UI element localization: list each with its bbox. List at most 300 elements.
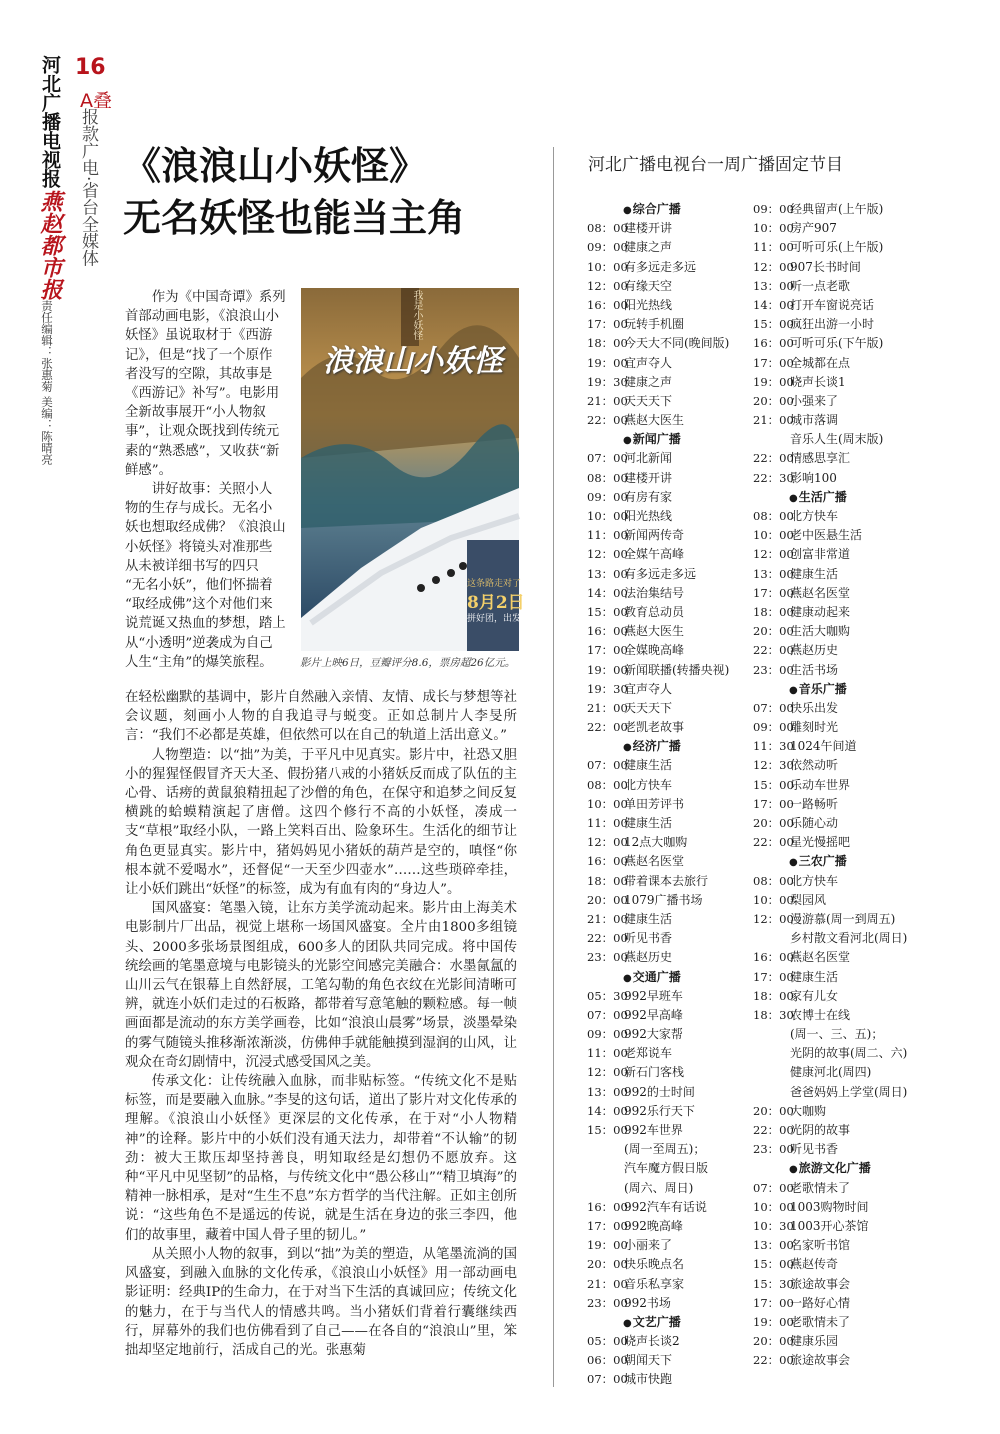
schedule-program: 创富非常道: [790, 547, 851, 562]
schedule-item: [753, 507, 913, 526]
schedule-time: 19：00: [753, 374, 794, 389]
schedule-program: 北方快车: [790, 873, 839, 888]
schedule-item: [753, 584, 913, 603]
schedule-item: [587, 1102, 747, 1121]
schedule-time: 20：00: [587, 892, 628, 907]
schedule-time: 20：00: [753, 1334, 794, 1349]
schedule-program: 燕赵大医生: [624, 624, 685, 639]
schedule-time: 21：00: [587, 911, 628, 926]
schedule-item: [587, 392, 747, 411]
schedule-time: 12：00: [587, 835, 628, 850]
poster-date: 8月2日: [467, 593, 525, 613]
schedule-program: 可听可乐(上午版): [790, 240, 884, 255]
schedule-time: 11：00: [587, 1046, 628, 1061]
schedule-time: 07：00: [753, 1180, 794, 1195]
schedule-program: 生活大咖购: [790, 624, 851, 639]
schedule-item: [587, 296, 747, 315]
schedule-program: 爸爸妈妈上学堂(周日): [790, 1084, 908, 1099]
article-paragraph: 在轻松幽默的基调中，影片自然融入亲情、友情、成长与梦想等社会议题，刻画小人物的自我追寻与蜕变。正如总制片人李旻所言：“我们不必都是英雄，但依然可以在自己的轨道上活出意义。”: [125, 690, 517, 744]
schedule-program: 燕赵历史: [790, 643, 839, 658]
column-divider: [553, 147, 554, 1387]
schedule-item: [753, 929, 913, 948]
schedule-time: 17：00: [753, 585, 794, 600]
schedule-item: [587, 354, 747, 373]
schedule-item: [753, 430, 913, 449]
schedule-program: 名家听书馆: [790, 1238, 851, 1253]
schedule-time: 17：00: [587, 1218, 628, 1233]
schedule-program: 健康生活: [624, 758, 673, 773]
schedule-time: 20：00: [587, 1257, 628, 1272]
schedule-time: 19：30: [587, 374, 628, 389]
schedule-program: 朝闻天下: [624, 1353, 673, 1368]
schedule-time: 23：00: [753, 1142, 794, 1157]
schedule-item: [587, 1332, 747, 1351]
schedule-item: [753, 354, 913, 373]
schedule-program: (周六、周日): [624, 1180, 694, 1195]
article-line: 者没写的空隙，其故事是: [125, 366, 273, 382]
schedule-program: 老中医悬生活: [790, 528, 863, 543]
schedule-program: 新闻联播(转播央视): [624, 662, 730, 677]
article-line: 鲜感”。: [125, 462, 173, 478]
schedule-time: 15：00: [587, 604, 628, 619]
schedule-program: 992早班车: [624, 988, 683, 1003]
schedule-time: 22：00: [753, 1123, 794, 1137]
poster-side-tag: 我是小妖怪: [411, 290, 422, 340]
schedule-program: 梨园风: [790, 892, 827, 907]
article-line: “无名小妖”，他们怀揣着: [125, 578, 273, 594]
schedule-item: [753, 1275, 913, 1294]
schedule-item: [753, 1313, 913, 1332]
schedule-time: 09：00: [587, 240, 628, 255]
schedule-time: 15：00: [753, 317, 794, 332]
schedule-time: 10：00: [587, 796, 628, 811]
schedule-item: [587, 1121, 747, 1140]
schedule-program: 健康之声: [624, 374, 673, 389]
schedule-time: 17：00: [753, 796, 794, 811]
schedule-item: [753, 1255, 913, 1274]
schedule-program: 阳光热线: [624, 297, 673, 312]
schedule-item: [587, 814, 747, 833]
schedule-program: 快乐出发: [790, 700, 839, 715]
schedule-item: [587, 334, 747, 353]
schedule-time: 12：00: [587, 1065, 628, 1080]
schedule-program: 老歌情未了: [790, 1180, 851, 1195]
schedule-time: 22：00: [753, 835, 794, 850]
article-line: 作为《中国奇谭》系列: [151, 290, 286, 305]
schedule-program: 老郑说车: [624, 1046, 673, 1061]
schedule-item: [753, 1063, 913, 1082]
schedule-program: 今天大不同(晚间版): [624, 336, 730, 351]
schedule-item: [753, 200, 913, 219]
schedule-category: ● 生活广播: [753, 488, 913, 507]
schedule-program: 燕赵大医生: [624, 413, 685, 428]
schedule-column-2: [753, 200, 913, 1370]
schedule-time: 10：00: [753, 892, 794, 907]
schedule-item: [587, 411, 747, 430]
schedule-time: 11：30: [753, 739, 794, 754]
schedule-item: [587, 1025, 747, 1044]
schedule-item: [587, 622, 747, 641]
schedule-time: 08：00: [587, 221, 628, 236]
schedule-time: 08：00: [587, 470, 628, 485]
schedule-program: 有多远走多远: [624, 259, 697, 274]
schedule-time: 19：30: [587, 681, 628, 696]
schedule-time: 20：00: [753, 1103, 794, 1118]
schedule-time: 16：00: [587, 1199, 628, 1214]
schedule-time: 13：00: [753, 566, 794, 581]
article-line: “取经成佛”这个对他们来: [125, 597, 273, 613]
schedule-program: 经典留声(上午版): [790, 202, 884, 216]
article-line: 从未被详细书写的四只: [125, 558, 259, 574]
schedule-item: [753, 334, 913, 353]
schedule-time: 17：00: [753, 969, 794, 984]
schedule-program: 北方快车: [790, 509, 839, 523]
schedule-time: 20：00: [753, 624, 794, 639]
schedule-item: [587, 1255, 747, 1274]
schedule-category: ● 旅游文化广播: [753, 1159, 913, 1178]
schedule-item: [753, 833, 913, 852]
poster-slogan: 拼好团，出发！: [467, 614, 531, 624]
schedule-time: 10：00: [753, 1199, 794, 1214]
schedule-program: 992书场: [624, 1295, 671, 1310]
schedule-time: 10：30: [753, 1218, 794, 1233]
schedule-program: 新闻两传奇: [624, 528, 685, 543]
schedule-program: 可听可乐(下午版): [790, 336, 884, 351]
schedule-program: 天天天下: [624, 700, 673, 715]
schedule-column-1: [587, 200, 747, 1390]
schedule-time: 19：00: [587, 662, 628, 677]
schedule-item: [587, 929, 747, 948]
schedule-item: [587, 833, 747, 852]
schedule-program: 12点大咖购: [624, 835, 688, 850]
schedule-item: [587, 872, 747, 891]
schedule-time: 22：30: [753, 470, 794, 485]
schedule-time: 23：00: [753, 662, 794, 677]
schedule-program: 燕赵名医堂: [790, 950, 851, 965]
schedule-item: [587, 661, 747, 680]
schedule-program: 全城都在点: [790, 355, 851, 370]
masthead: [38, 55, 68, 300]
schedule-program: 城市落调: [790, 413, 839, 428]
schedule-item: [753, 987, 913, 1006]
article-line: 讲好故事：关照小人: [151, 482, 273, 497]
schedule-time: 13：00: [753, 278, 794, 293]
schedule-program: 情感思享汇: [790, 451, 851, 466]
schedule-program: 汽车魔方假日版: [624, 1161, 709, 1176]
schedule-category: ● 三农广播: [753, 852, 913, 871]
schedule-item: [587, 1179, 747, 1198]
article-line: 事”，让观众既找到传统元: [125, 424, 280, 440]
schedule-program: 河北新闻: [624, 451, 673, 466]
schedule-item: [753, 449, 913, 468]
schedule-time: 08：00: [587, 777, 628, 792]
schedule-item: [587, 718, 747, 737]
headline-line-2: 无名妖怪也能当主角: [123, 195, 466, 240]
schedule-item: [753, 1121, 913, 1140]
schedule-item: [753, 258, 913, 277]
schedule-program: 生活书场: [790, 662, 839, 677]
schedule-program: 燕赵传奇: [790, 1257, 839, 1272]
schedule-program: 大咖购: [790, 1103, 827, 1118]
schedule-program: 1003开心茶馆: [790, 1218, 869, 1233]
schedule-item: [753, 411, 913, 430]
schedule-item: [753, 814, 913, 833]
schedule-time: 18：00: [587, 873, 628, 888]
schedule-item: [753, 1025, 913, 1044]
schedule-item: [587, 852, 747, 871]
schedule-program: 音乐人生(周末版): [790, 432, 884, 447]
schedule-program: 宜声夺人: [624, 681, 673, 696]
headline-line-1: 《浪浪山小妖怪》: [123, 143, 428, 188]
schedule-time: 22：00: [587, 931, 628, 946]
schedule-item: [753, 910, 913, 929]
schedule-program: 健康河北(周四): [790, 1065, 872, 1080]
schedule-item: [753, 699, 913, 718]
page-slogan: 报款广电·省台全媒体: [78, 108, 98, 267]
schedule-program: 带着课本去旅行: [624, 873, 709, 888]
schedule-item: [587, 488, 747, 507]
schedule-item: [753, 1179, 913, 1198]
schedule-item: [587, 1140, 747, 1159]
schedule-category: ● 文艺广播: [587, 1313, 747, 1332]
schedule-program: 听见书香: [790, 1142, 839, 1157]
schedule-time: 20：00: [753, 393, 794, 408]
schedule-program: 健康生活: [624, 816, 673, 830]
schedule-item: [587, 449, 747, 468]
schedule-item: [753, 1351, 913, 1370]
schedule-item: [753, 776, 913, 795]
schedule-program: 漫游慕(周一到周五): [790, 911, 896, 926]
schedule-item: [753, 238, 913, 257]
schedule-time: 11：00: [753, 240, 794, 255]
schedule-item: [753, 603, 913, 622]
schedule-time: 07：00: [587, 1372, 628, 1387]
schedule-program: 星光慢摇吧: [790, 835, 851, 850]
schedule-item: [587, 1083, 747, 1102]
schedule-item: [753, 1332, 913, 1351]
article-paragraph-1: [125, 288, 290, 480]
schedule-item: [587, 238, 747, 257]
schedule-time: 09：00: [753, 202, 794, 216]
schedule-program: 玩转手机圈: [624, 317, 685, 332]
schedule-item: [753, 891, 913, 910]
schedule-program: 小丽来了: [624, 1238, 673, 1253]
schedule-item: [753, 1217, 913, 1236]
schedule-program: 雕刻时光: [790, 720, 839, 735]
schedule-item: [587, 1159, 747, 1178]
schedule-time: 07：00: [753, 700, 794, 715]
schedule-program: 1079广播书场: [624, 892, 703, 907]
schedule-program: 光阴的故事(周二、六): [790, 1046, 908, 1061]
schedule-item: [753, 1140, 913, 1159]
schedule-time: 14：00: [587, 585, 628, 600]
schedule-program: 燕赵名医堂: [790, 585, 851, 600]
article-line: 物的生存与成长。无名小: [125, 501, 273, 517]
schedule-program: 建楼开讲: [624, 221, 673, 236]
schedule-time: 13：00: [587, 566, 628, 581]
schedule-time: 11：00: [587, 816, 628, 830]
schedule-program: 健康之声: [624, 240, 673, 255]
schedule-item: [753, 756, 913, 775]
schedule-program: 小强来了: [790, 393, 839, 408]
schedule-item: [587, 776, 747, 795]
schedule-time: 17：00: [587, 317, 628, 332]
schedule-time: 18：00: [753, 604, 794, 619]
schedule-time: 16：00: [587, 297, 628, 312]
schedule-time: 19：00: [587, 355, 628, 370]
schedule-program: 音乐私享家: [624, 1276, 685, 1291]
schedule-time: 10：00: [753, 221, 794, 236]
page-number: 16: [75, 55, 106, 80]
schedule-time: 21：00: [753, 413, 794, 428]
schedule-time: 07：00: [587, 451, 628, 466]
schedule-time: 17：00: [753, 1295, 794, 1310]
schedule-item: [753, 469, 913, 488]
schedule-program: 天天天下: [624, 393, 673, 408]
schedule-program: 992早高峰: [624, 1007, 683, 1022]
schedule-time: 15：30: [753, 1276, 794, 1291]
schedule-item: [587, 756, 747, 775]
schedule-item: [753, 219, 913, 238]
schedule-time: 10：00: [587, 259, 628, 274]
schedule-program: 教育总动员: [624, 604, 685, 619]
schedule-item: [587, 584, 747, 603]
schedule-time: 22：00: [753, 1353, 794, 1368]
article-line: 《西游记》补写”。电影用: [125, 386, 280, 402]
schedule-item: [587, 1236, 747, 1255]
schedule-time: 16：00: [587, 624, 628, 639]
schedule-category: ● 新闻广播: [587, 430, 747, 449]
schedule-program: 疯狂出游一小时: [790, 317, 875, 332]
schedule-time: 10：00: [587, 509, 628, 523]
schedule-item: [753, 296, 913, 315]
schedule-item: [753, 737, 913, 756]
paper-name: 河北广播电视报: [39, 55, 61, 188]
schedule-time: 16：00: [753, 336, 794, 351]
article-line: 记》，但是“找了一个原作: [125, 347, 273, 363]
schedule-category: ● 交通广播: [587, 968, 747, 987]
article-line: 素的“熟悉感”，又收获“新: [125, 443, 280, 459]
schedule-item: [587, 1006, 747, 1025]
schedule-program: 光阴的故事: [790, 1123, 851, 1137]
schedule-program: 家有儿女: [790, 988, 839, 1003]
schedule-program: 燕赵名医堂: [624, 854, 685, 869]
schedule-time: 23：00: [587, 1295, 628, 1310]
schedule-time: 21：00: [587, 1276, 628, 1291]
schedule-program: 建楼开讲: [624, 470, 673, 485]
schedule-program: 992车世界: [624, 1123, 683, 1137]
schedule-time: 08：00: [753, 509, 794, 523]
schedule-item: [753, 565, 913, 584]
schedule-item: [753, 526, 913, 545]
schedule-program: 快乐晚点名: [624, 1257, 685, 1272]
schedule-program: 健康生活: [790, 969, 839, 984]
schedule-program: 健康生活: [624, 911, 673, 926]
schedule-time: 21：00: [587, 393, 628, 408]
schedule-program: 992大家帮: [624, 1027, 683, 1042]
schedule-program: 单田芳评书: [624, 796, 685, 811]
schedule-time: 22：00: [753, 451, 794, 466]
schedule-program: 992的士时间: [624, 1084, 695, 1099]
schedule-program: 健康动起来: [790, 604, 851, 619]
schedule-time: 09：00: [753, 720, 794, 735]
schedule-item: [587, 258, 747, 277]
schedule-item: [587, 565, 747, 584]
article-line: 全新故事展开“小人物叙: [125, 405, 266, 421]
schedule-program: 城市快跑: [624, 1372, 673, 1387]
schedule-time: 18：30: [753, 1007, 794, 1022]
schedule-program: 907长书时间: [790, 259, 861, 274]
schedule-time: 23：00: [587, 950, 628, 965]
schedule-item: [753, 872, 913, 891]
schedule-program: 影响100: [790, 470, 837, 485]
schedule-item: [587, 277, 747, 296]
movie-poster: [301, 288, 531, 651]
schedule-time: 12：00: [753, 259, 794, 274]
schedule-program: 晓声长谈1: [790, 374, 846, 389]
schedule-program: 992汽车有话说: [624, 1199, 707, 1214]
schedule-item: [587, 1351, 747, 1370]
schedule-time: 08：00: [753, 873, 794, 888]
schedule-time: 12：00: [587, 547, 628, 562]
schedule-program: 健康乐园: [790, 1334, 839, 1349]
schedule-time: 22：00: [587, 720, 628, 735]
schedule-item: [753, 718, 913, 737]
schedule-time: 22：00: [587, 413, 628, 428]
schedule-title: 河北广播电视台一周广播固定节目: [588, 155, 843, 175]
poster-tagline: 这条路走对了: [467, 579, 522, 589]
schedule-time: 13：00: [587, 1084, 628, 1099]
schedule-item: [587, 795, 747, 814]
article-body: [125, 688, 517, 1360]
schedule-program: 乐动车世界: [790, 777, 851, 792]
schedule-category: ● 音乐广播: [753, 680, 913, 699]
schedule-time: 13：00: [753, 1238, 794, 1253]
schedule-program: 992晚高峰: [624, 1218, 683, 1233]
schedule-program: 有多远走多远: [624, 566, 697, 581]
article-line: 从“小透明”逆袭成为自己: [125, 635, 273, 651]
article-paragraph: 传承文化：让传统融入血脉，而非贴标签。“传统文化不是贴标签，而是要融入血脉。”李旻的这句话，道出了影片对文化传承的理解。《浪浪山小妖怪》更深层的文化传承，在于对“小人物精神”的诠释。影片中的小妖们没有通天法力，却带着“不认输”的韧劲：被大王欺压却坚持善良，明知取经是幻想仍不愿放弃。这种“平凡中见坚韧”的品格，与传统文化中“愚公移山”“精卫填海”的精神一脉相承，是对“生生不息”东方哲学的当代注解。正如主创所说：“这些角色不是遥远的传说，就是生活在身边的张三李四，他们的故事里，藏着中国人骨子里的韧儿。”: [125, 1074, 517, 1243]
schedule-time: 17：00: [753, 355, 794, 370]
schedule-time: 09：00: [587, 489, 628, 504]
schedule-item: [753, 1006, 913, 1025]
schedule-time: 16：00: [587, 854, 628, 869]
schedule-program: 老凯老故事: [624, 720, 685, 735]
schedule-item: [587, 603, 747, 622]
schedule-program: 阳光热线: [624, 509, 673, 523]
schedule-item: [587, 526, 747, 545]
schedule-program: 打开车窗说亮话: [790, 297, 875, 312]
schedule-time: 15：00: [587, 1123, 628, 1137]
schedule-item: [587, 1217, 747, 1236]
schedule-time: 14：00: [753, 297, 794, 312]
schedule-item: [587, 699, 747, 718]
schedule-program: 旅途故事会: [790, 1276, 851, 1291]
poster-caption: 影片上映6日，豆瓣评分8.6，票房超26亿元。: [300, 657, 516, 669]
schedule-item: [753, 1236, 913, 1255]
schedule-program: 一路好心情: [790, 1295, 851, 1310]
article-line: 妖也想取经成佛？《浪浪山: [125, 520, 286, 536]
article-line: 首部动画电影，《浪浪山小: [125, 309, 279, 325]
schedule-time: 22：00: [753, 643, 794, 658]
schedule-item: [753, 315, 913, 334]
schedule-item: [587, 315, 747, 334]
schedule-program: 依然动听: [790, 758, 839, 773]
page-section: A叠: [80, 90, 112, 112]
schedule-time: 12：30: [753, 758, 794, 773]
article-line: 人生“主角”的爆笑旅程。: [125, 654, 273, 670]
schedule-program: 听一点老歌: [790, 278, 851, 293]
